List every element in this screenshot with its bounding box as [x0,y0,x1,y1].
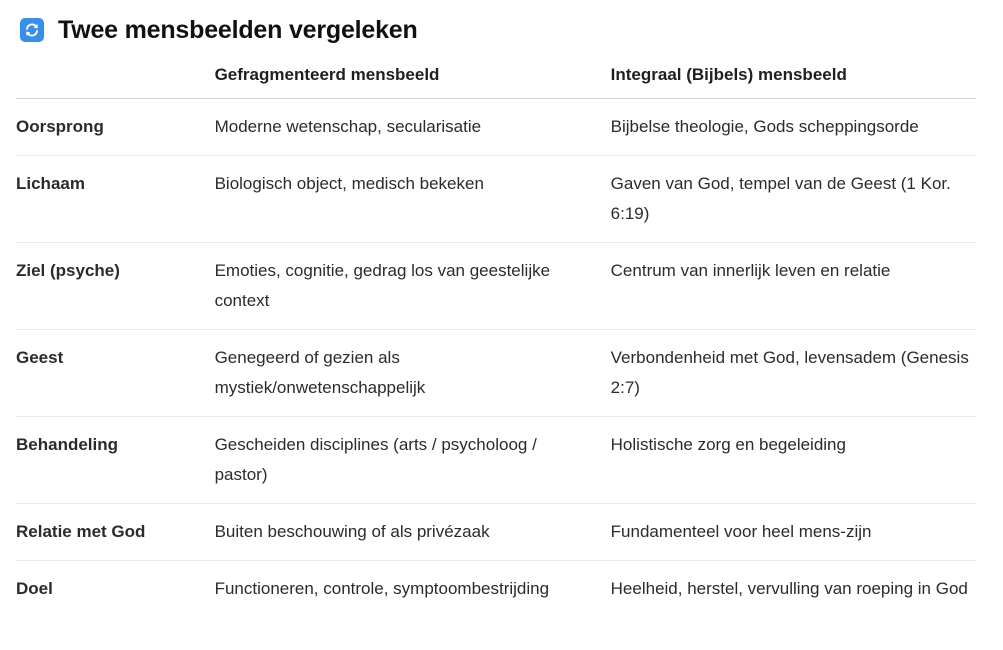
table-row [16,243,976,330]
row-label: Geest [16,330,215,417]
table-row [16,417,976,504]
table-row [16,156,976,243]
table-row [16,330,976,417]
header-cell-fragmented: Gefragmenteerd mensbeeld [215,60,611,99]
cell-integral: Centrum van innerlijk leven en relatie [611,243,976,330]
row-label: Relatie met God [16,504,215,561]
cell-integral: Holistische zorg en begeleiding [611,417,976,504]
page-title: Twee mensbeelden vergeleken [58,15,418,44]
cell-fragmented: Buiten beschouwing of als privézaak [215,504,611,561]
cell-fragmented: Moderne wetenschap, secularisatie [215,99,611,156]
header-row [16,60,976,99]
cell-integral: Bijbelse theologie, Gods scheppingsorde [611,99,976,156]
header-cell-integral: Integraal (Bijbels) mensbeeld [611,60,976,99]
cell-integral: Gaven van God, tempel van de Geest (1 Kor. 6:19) [611,156,976,243]
cell-fragmented: Biologisch object, medisch bekeken [215,156,611,243]
refresh-arrows-icon [20,18,44,42]
table-row [16,504,976,561]
table-row [16,99,976,156]
row-label: Behandeling [16,417,215,504]
row-label: Lichaam [16,156,215,243]
cell-fragmented: Functioneren, controle, symptoombestrijding [214,579,550,598]
cell-fragmented: Emoties, cognitie, gedrag los van geestelijke context [215,243,611,330]
cell-integral: Fundamenteel voor heel mens-zijn [611,504,976,561]
row-label: Doel [16,579,53,598]
table-row [16,561,976,618]
table-header [16,60,976,99]
cell-fragmented: Gescheiden disciplines (arts / psycholoog / pastor) [215,417,611,504]
row-label: Ziel (psyche) [16,243,215,330]
section-heading [20,13,418,47]
comparison-table [16,60,976,617]
cell-integral: Heelheid, herstel, vervulling van roeping in God [610,579,968,598]
row-label: Oorsprong [16,99,215,156]
cell-fragmented: Genegeerd of gezien als mystiek/onwetenschappelijk [215,330,611,417]
table-body [16,99,976,618]
header-cell-empty [16,60,215,99]
cell-integral: Verbondenheid met God, levensadem (Genesis 2:7) [611,330,976,417]
